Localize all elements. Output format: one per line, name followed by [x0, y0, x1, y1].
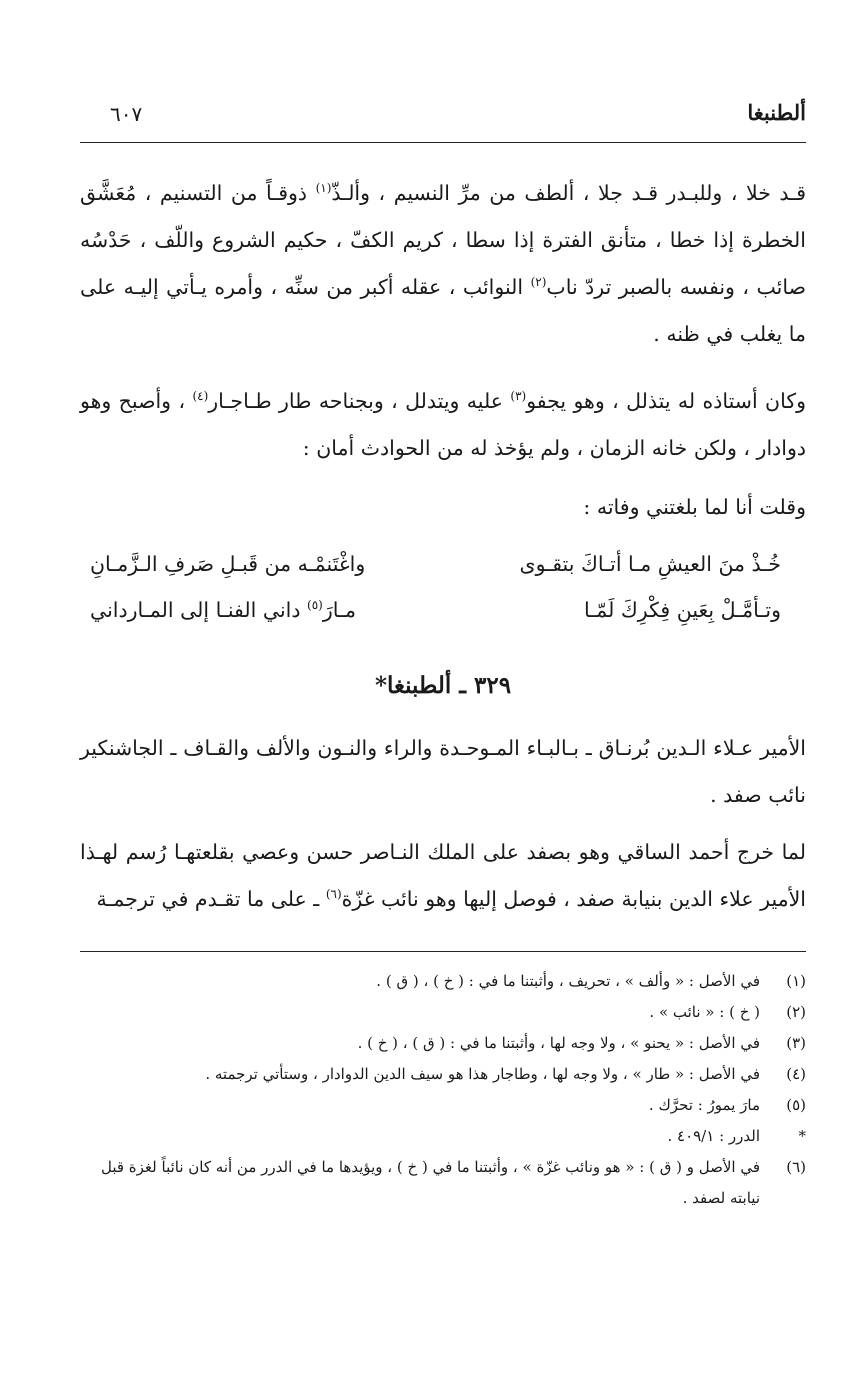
paragraph-2-text-c: ، وأصبح وهو دوادار ، ولكن خانه الزمان ، ولم يؤخذ له من الحوادث أمان :: [80, 389, 806, 460]
poem-line-1: [80, 541, 806, 587]
paragraph-5: [80, 829, 806, 923]
paragraph-1-text-c: النوائب ، عقله أكبر من سنِّه ، وأمره يـأتي إليـه على ما يغلب في ظنه .: [80, 275, 806, 346]
hemistich-2b-text-a: مـارَ: [322, 598, 356, 622]
entry-title: ٣٢٩ ـ ألطبنغا*: [374, 672, 512, 699]
footnote-text: في الأصل : « يحنو » ، ولا وجه لها ، وأثبتنا ما في : ( ق ) ، ( خ ) .: [357, 1034, 760, 1052]
footnote-text: ( خ ) : « نائب » .: [649, 1003, 760, 1021]
hemistich-2a: وتـأمَّـلْ بِعَينِ فِكْرِكَ لَمّـا: [584, 598, 781, 622]
footnote-text: في الأصل : « وألف » ، تحريف ، وأثبتنا ما في : ( خ ) ، ( ق ) .: [376, 972, 760, 990]
footnote-number: (٦): [786, 1158, 806, 1176]
footnote-text: في الأصل و ( ق ) : « هو ونائب غزّة » ، وأثبتنا ما في ( خ ) ، ويؤيدها ما في الدرر من أنه كان نائباً لغزة قبل نيابته لصفد .: [100, 1158, 760, 1207]
footnote-number: *: [798, 1127, 806, 1145]
footnote-ref-3: (٣): [510, 389, 527, 404]
paragraph-4: الأمير عـلاء الـدين بُرنـاق ـ بـالبـاء المـوحـدة والراء والنـون والألف والقـاف ـ الجاشنكير نائب صفد .: [80, 736, 806, 807]
footnote-text: في الأصل : « طار » ، ولا وجه لها ، وطاجار هذا هو سيف الدين الدوادار ، وستأتي ترجمته .: [205, 1065, 760, 1083]
footnote-rule: [80, 951, 806, 952]
paragraph-5-text-a: لما خرج أحمد الساقي وهو بصفد على الملك النـاصر حسن وعصي بقلعتهـا رُسم لهـذا الأمير علاء الدين بنيابة صفد ، فوصل إليها وهو نائب غزّة: [80, 840, 806, 911]
poem-line-2: [80, 587, 806, 633]
paragraph-5-text-b: ـ على ما تقـدم في ترجمـة: [96, 887, 326, 911]
footnote: [80, 1059, 806, 1090]
footnote-ref-4: (٤): [192, 389, 209, 404]
footnote-ref-6: (٦): [325, 887, 342, 902]
footnote: [80, 1090, 806, 1121]
header-rule: [80, 142, 806, 143]
footnote-number: (٥): [786, 1096, 806, 1114]
paragraph-2: [80, 378, 806, 472]
poem: [80, 541, 806, 633]
footnote-ref-2: (٢): [530, 275, 547, 290]
running-head: ألطنبغا: [747, 100, 806, 125]
footnote-ref-5: (٥): [307, 598, 323, 613]
paragraph-2-text-a: وكان أستاذه له يتذلل ، وهو يجفو: [526, 389, 806, 413]
footnote: [80, 1121, 806, 1152]
footnote-text: الدرر : ٤٠٩/١ .: [667, 1127, 760, 1145]
paragraph-2-text-b: عليه ويتدلل ، وبجناحه طار طـاجـار: [208, 389, 511, 413]
hemistich-2b-text-b: داني الفنـا إلى المـارداني: [90, 598, 308, 622]
page-header: [80, 100, 806, 140]
footnote-ref-1: (١): [315, 181, 332, 196]
page-number: ٦٠٧: [110, 102, 143, 126]
footnote: [80, 966, 806, 997]
hemistich-1b: واغْتَنمْـه من قَبـلِ صَرفِ الـزَّمـانِ: [90, 552, 366, 576]
footnote: [80, 1152, 806, 1214]
book-page: [80, 100, 806, 1214]
footnote-number: (٣): [786, 1034, 806, 1052]
footnote-number: (١): [786, 972, 806, 990]
paragraph-1: [80, 170, 806, 358]
hemistich-1a: خُـذْ منَ العيشِ مـا أتـاكَ بتقـوى: [519, 552, 781, 576]
footnote: [80, 997, 806, 1028]
footnote-number: (٢): [786, 1003, 806, 1021]
paragraph-1-text-a: قـد خلا ، وللبـدر قـد جلا ، ألطف من مرِّ النسيم ، وألـذّ: [331, 181, 806, 205]
hemistich-2b: [90, 587, 356, 633]
verse-intro: وقلت أنا لما بلغتني وفاته :: [583, 495, 806, 519]
footnote-text: مارَ يمورُ : تحرَّك .: [648, 1096, 760, 1114]
footnote-number: (٤): [786, 1065, 806, 1083]
footnote: [80, 1028, 806, 1059]
paragraph-1-text-b: ذوقـاً من التسنيم ، مُعَشَّق الخطرة إذا خطا ، متأنق الفترة إذا سطا ، كريم الكفّ ، حكيم الشروع واللّف ، حَدْسُه صائب ، ونفسه بالصبر تردّ ناب: [80, 181, 806, 299]
footnotes: [80, 966, 806, 1214]
